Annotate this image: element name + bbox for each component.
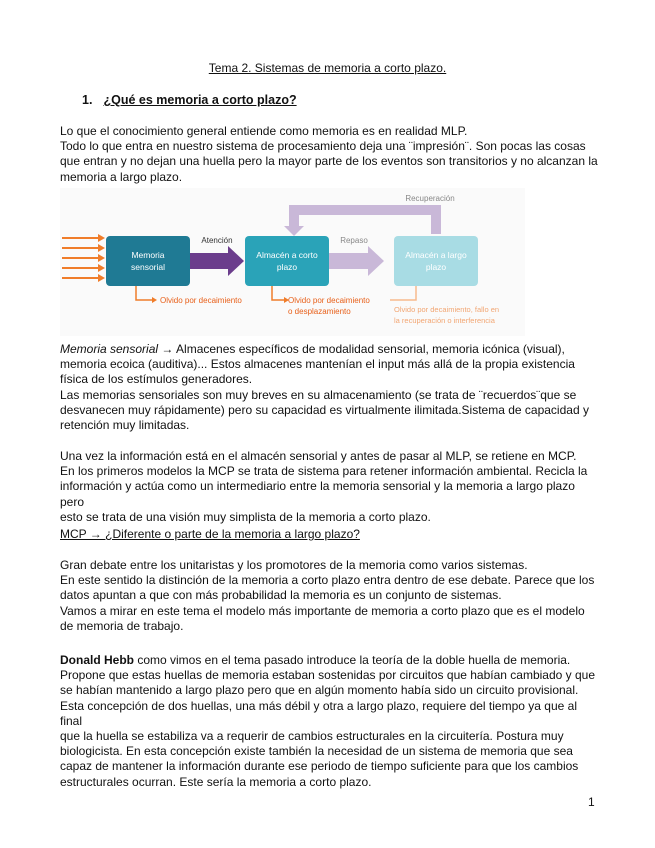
mcp-line: información y actúa como un intermediario entre la memoria sensorial y la memoria a largo plazo pero xyxy=(60,479,575,509)
intro-paragraph xyxy=(60,124,600,185)
hebb-paragraph xyxy=(60,653,600,790)
intro-line: que entran y no dejan una huella pero la mayor parte de los eventos son transitorios y no alcanzan la xyxy=(60,154,598,169)
section-number: 1. xyxy=(82,93,93,107)
hebb-line: Esta concepción de dos huellas, una más débil y otra a largo plazo, requiere del tiempo ya que al final xyxy=(60,698,577,728)
intro-line: Todo lo que entra en nuestro sistema de procesamiento deja una ¨impresión¨. Son pocas las cosas xyxy=(60,139,586,154)
long-term-store-label: plazo xyxy=(425,262,447,272)
hebb-line: Propone que estas huellas de memoria estaban sostenidas por circuitos que habían cambiado y que xyxy=(60,668,596,683)
section-heading xyxy=(82,93,297,107)
forgetting-label-2: o desplazamiento xyxy=(288,307,351,316)
mcp-line: esto se trata de una visión muy simplista de la memoria a corto plazo. xyxy=(60,509,431,524)
debate-line: En este sentido la distinción de la memoria a corto plazo entra dentro de ese debate. Parece que los xyxy=(60,573,595,588)
forgetting-label-3: Olvido por decaimiento, fallo en xyxy=(394,305,500,314)
hebb-line: capaz de mantener la información durante ese periodo de tiempo suficiente para que los cambios xyxy=(60,759,579,774)
mcp-paragraph xyxy=(60,449,600,525)
mcp-line: En los primeros modelos la MCP se trata de sistema para retener información ambiental. Recicla la xyxy=(60,464,588,479)
hebb-line: estructurales ocurran. Este sería la memoria a corto plazo. xyxy=(60,774,372,789)
page-number: 1 xyxy=(588,795,595,809)
sensory-line: memoria ecoica (auditiva)... Estos almacenes mantenían el input más allá de la propia existencia xyxy=(60,357,575,372)
page-title: Tema 2. Sistemas de memoria a corto plazo. xyxy=(208,61,447,75)
sensory-line: retención muy limitadas. xyxy=(60,418,190,433)
hebb-line: que la huella se estabiliza va a requerir de cambios estructurales en la circuitería. Postura muy xyxy=(60,729,564,744)
hebb-line: como vimos en el tema pasado introduce la teoría de la doble huella de memoria. xyxy=(134,653,571,667)
forgetting-label-3: la recuperación o interferencia xyxy=(394,316,495,325)
sensory-line: desvanecen muy rápidamente) pero su capacidad es virtualmente ilimitada.Sistema de capacidad y xyxy=(60,402,589,417)
section-heading-text: ¿Qué es memoria a corto plazo? xyxy=(103,93,297,107)
hebb-line: se habían mantenido a largo plazo pero que en algún momento había sido un circuito provisional. xyxy=(60,683,579,698)
forgetting-label-2: Olvido por decaimiento xyxy=(288,296,370,305)
intro-line: Lo que el conocimiento general entiende como memoria es en realidad MLP. xyxy=(60,124,468,138)
forgetting-label-1: Olvido por decaimiento xyxy=(160,296,242,305)
memory-model-diagram xyxy=(60,188,525,336)
intro-line: memoria a largo plazo. xyxy=(60,169,183,184)
debate-line: Vamos a mirar en este tema el modelo más importante de memoria a corto plazo que es el modelo xyxy=(60,603,585,618)
sensory-memory-paragraph xyxy=(60,342,600,433)
debate-line: datos apuntan a que con más probabilidad la memoria es un conjunto de sistemas. xyxy=(60,588,502,603)
rehearsal-label: Repaso xyxy=(340,236,368,245)
debate-line: Gran debate entre los unitaristas y los promotores de la memoria como varios sistemas. xyxy=(60,558,528,572)
hebb-name: Donald Hebb xyxy=(60,653,134,667)
short-term-store-box xyxy=(245,236,329,286)
mcp-subheading: MCP → ¿Diferente o parte de la memoria a largo plazo? xyxy=(60,527,360,541)
debate-line: de memoria de trabajo. xyxy=(60,618,184,633)
attention-label: Atención xyxy=(201,236,233,245)
long-term-store-label: Almacén a largo xyxy=(405,250,467,260)
sensory-line: Las memorias sensoriales son muy breves en su almacenamiento (se trata de ¨recuerdos¨que se xyxy=(60,387,577,402)
mcp-line: Una vez la información está en el almacén sensorial y antes de pasar al MLP, se retiene en MCP. xyxy=(60,449,577,463)
sensory-memory-label: Memoria xyxy=(131,250,165,260)
short-term-store-label: plazo xyxy=(276,262,298,272)
debate-paragraph xyxy=(60,558,600,634)
hebb-line: biologicista. En esta concepción existe también la necesidad de un sistema de memoria que sea xyxy=(60,744,573,759)
sensory-line: física de los estímulos generadores. xyxy=(60,372,253,387)
sensory-line: Almacenes específicos de modalidad sensorial, memoria icónica (visual), xyxy=(173,342,565,356)
sensory-memory-term: Memoria sensorial → xyxy=(60,342,174,356)
sensory-memory-label: sensorial xyxy=(130,262,166,272)
retrieval-label: Recuperación xyxy=(405,194,455,203)
short-term-store-label: Almacén a corto xyxy=(256,250,318,260)
long-term-store-box xyxy=(394,236,478,286)
sensory-memory-box xyxy=(106,236,190,286)
